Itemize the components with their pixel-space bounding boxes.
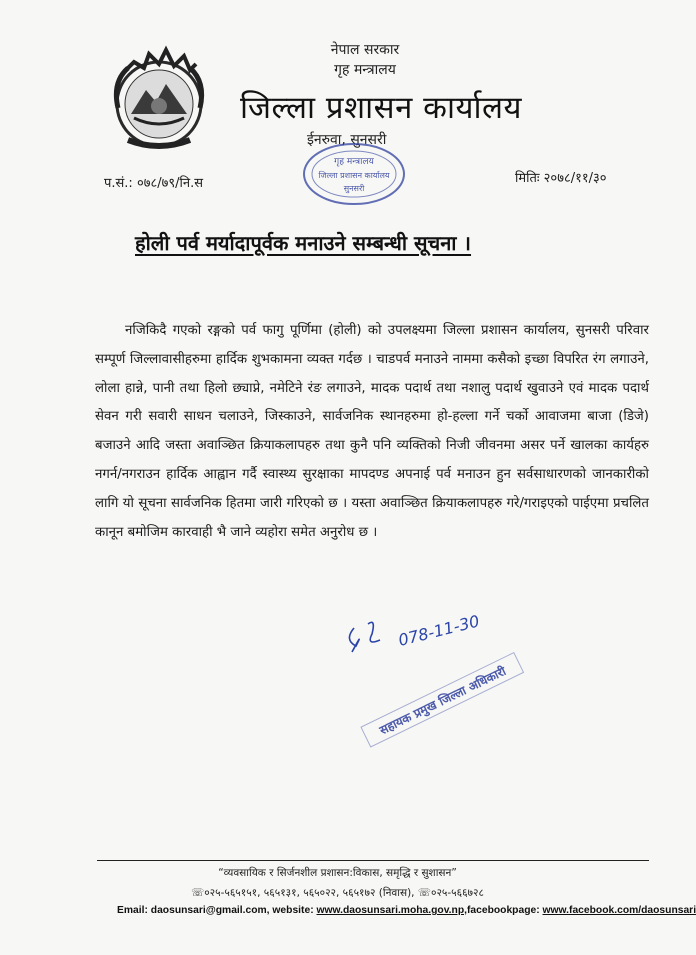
ministry-name: गृह मन्त्रालय <box>334 62 396 78</box>
footer-contacts <box>117 905 696 916</box>
reference-number: प.सं.: ०७८/७९/नि.स <box>104 176 204 191</box>
office-seal-stamp <box>300 140 408 208</box>
email-address[interactable]: daosunsari@gmail.com, <box>150 905 270 916</box>
nepal-government-emblem-icon <box>104 42 214 152</box>
notice-body <box>95 317 649 547</box>
footer-divider <box>97 860 649 861</box>
stamp-line-district: सुनसरी <box>343 184 365 193</box>
facebook-link[interactable]: www.facebook.com/daosunsari <box>542 905 696 916</box>
government-name: नेपाल सरकार <box>330 42 400 58</box>
stamp-line-office: जिल्ला प्रशासन कार्यालय <box>318 171 390 180</box>
website-label: website: <box>272 905 314 916</box>
issue-date: मितिः २०७८/११/३० <box>515 171 607 186</box>
footer-phone-numbers: ☏०२५-५६५१५१, ५६५१३१, ५६५०२२, ५६५१७२ (निवास), ☏०२५-५६६७२८ <box>191 887 484 899</box>
designation-stamp: सहायक प्रमुख जिल्ला अधिकारी <box>377 663 509 738</box>
website-link[interactable]: www.daosunsari.moha.gov.np, <box>316 905 467 916</box>
notice-subject: होली पर्व मर्यादापूर्वक मनाउने सम्बन्धी सूचना । <box>135 231 472 255</box>
stamp-line-ministry: गृह मन्त्रालय <box>334 157 374 167</box>
notice-paragraph: नजिकिदै गएको रङ्गको पर्व फागु पूर्णिमा (होली) को उपलक्ष्यमा जिल्ला प्रशासन कार्यालय, सुनसरी परिवार सम्पूर्ण जिल्लावासीहरुमा हार्दिक शुभकामना व्यक्त गर्दछ । चाडपर्व मनाउने नाममा कसैको इच्छा विपरित रंग लगाउने, लोला हान्ने, पानी तथा हिलो छ्याप्ने, नमेटिने रंङ लगाउने, मादक पदार्थ तथा नशालु पदार्थ खुवाउने एवं मादक पदार्थ सेवन गरी सवारी साधन चलाउने, जिस्काउने, सार्वजनिक स्थानहरुमा हो-हल्ला गर्ने चर्को आवाजमा बाजा (डिजे) बजाउने आदि जस्ता अवाञ्छित क्रियाकलापहरु तथा कुनै पनि व्यक्तिको निजी जीवनमा असर पर्ने खालका कार्यहरु नगर्न/नगराउन हार्दिक आह्वान गर्दै स्वास्थ्य सुरक्षाका मापदण्ड अपनाई पर्व मनाउन हुन सर्वसाधारणको जानकारीको लागि यो सूचना सार्वजनिक हितमा जारी गरिएको छ । यस्ता अवाञ्छित क्रियाकलापहरु गरे/गराइएको पाईएमा प्रचलित कानून बमोजिम कारवाही भै जाने व्यहोरा समेत अनुरोध छ । <box>95 323 649 540</box>
signature-date: 078-11-30 <box>396 611 482 650</box>
official-signature <box>340 611 525 738</box>
office-address: ईनरुवा, सुनसरी <box>307 132 387 148</box>
email-label: Email: <box>117 905 148 916</box>
footer-motto: “व्यवसायिक र सिर्जनशील प्रशासन:विकास, समृद्धि र सुशासन” <box>218 867 457 879</box>
facebook-label: facebookpage: <box>466 905 540 916</box>
office-title: जिल्ला प्रशासन कार्यालय <box>240 90 523 126</box>
